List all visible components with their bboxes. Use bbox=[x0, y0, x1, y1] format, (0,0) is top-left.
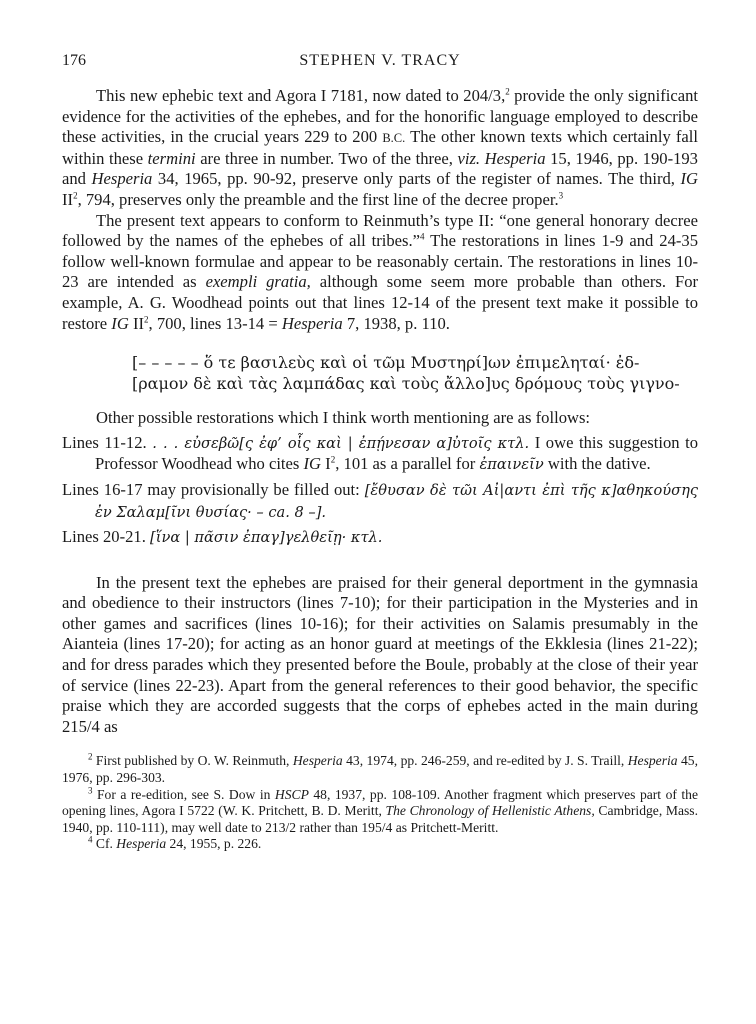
p2-text-c: although some seem more probable than others. For example, A. G. Woodhead points out that lines 12-14 of the present text make it possible to restore bbox=[62, 272, 699, 333]
greek-restoration: . . . εὐσεβῶ[ς ἐφ’ οἷς καὶ | ἐπῄνεσαν α]ὐτοῖς κτλ. bbox=[152, 434, 530, 452]
journal-title: Hesperia bbox=[484, 148, 546, 168]
p1-text-a: This new ephebic text and Agora I 7181, now dated to 204/3, bbox=[96, 86, 506, 105]
footnote-number: 3 bbox=[88, 785, 93, 796]
p2-text-b: The restorations in lines 1-9 and 24-35 follow well-known formulae and appear to be reasonably certain. The restorations in lines 10-23 are intended as bbox=[62, 231, 699, 292]
restoration-lines-11-12 bbox=[62, 433, 698, 476]
paragraph-3: Other possible restorations which I think worth mentioning are as follows: bbox=[96, 408, 591, 428]
lines-label: Lines 20-21. bbox=[62, 527, 146, 547]
greek-word: ἐπαινεῖν bbox=[479, 456, 544, 474]
footnote-text: First published by O. W. Reinmuth, bbox=[92, 753, 293, 769]
p1-text-g: II bbox=[62, 189, 74, 209]
p2-text-d: II bbox=[128, 313, 145, 333]
journal-title: Hesperia bbox=[292, 753, 343, 769]
bc-abbrev: B.C. bbox=[382, 131, 406, 146]
journal-title: Hesperia bbox=[281, 313, 343, 333]
footnote-ref-4: 4 bbox=[420, 231, 425, 242]
page-header bbox=[62, 52, 698, 76]
ig-italic: IG bbox=[303, 454, 322, 474]
footnote-ref-2: 2 bbox=[505, 86, 510, 97]
footnote-3 bbox=[62, 787, 698, 837]
article-body bbox=[62, 86, 698, 737]
p2-text-f: 7, 1938, p. 110. bbox=[342, 313, 450, 333]
footnote-2 bbox=[62, 753, 698, 786]
greek-inscription-excerpt bbox=[132, 352, 698, 394]
p1-text-b: provide the only significant evidence for the activities of the ephebes, and for the honorific language employed to describe these activities, in the crucial years 229 to 200 bbox=[62, 86, 698, 147]
termini-italic: termini bbox=[147, 148, 196, 168]
page bbox=[62, 52, 698, 853]
p1-text-e: 15, 1946, pp. 190-193 and bbox=[62, 148, 698, 189]
p1-text-d: are three in number. Two of the three, bbox=[195, 148, 458, 168]
superscript: 2 bbox=[73, 190, 78, 201]
footnote-text: For a re-edition, see S. Dow in bbox=[92, 786, 275, 802]
paragraph-2 bbox=[62, 211, 698, 335]
footnote-text: Cf. bbox=[92, 836, 117, 852]
footnote-number: 2 bbox=[88, 751, 93, 762]
greek-restoration: [ἵνα | πᾶσιν ἐπαγ]γελθεῖῃ· κτλ. bbox=[150, 529, 383, 547]
footnote-text: 45, 1976, pp. 296-303. bbox=[62, 753, 698, 786]
restoration-text: , 101 as a parallel for bbox=[335, 454, 480, 474]
paragraph-1 bbox=[62, 86, 698, 211]
footnote-text: 48, 1937, pp. 108-109. Another fragment which preserves part of the opening lines, Agora I 5722 (W. K. Pritchett, B. D. Meritt, bbox=[62, 786, 698, 819]
ig-italic: IG bbox=[680, 169, 698, 189]
journal-title: HSCP bbox=[274, 786, 309, 802]
greek-line-1: [– – – – – ὅ τε βασιλεὺς καὶ οἱ τῶμ Μυστηρί]ων ἐπιμεληταί· ἐδ- bbox=[132, 353, 640, 373]
footnotes bbox=[62, 753, 698, 853]
footnote-text: Cambridge, Mass. 1940, pp. 110-111), may well date to 213/2 rather than 195/4 as Pritchett-Meritt. bbox=[62, 803, 698, 835]
restoration-lines-20-21 bbox=[62, 527, 698, 549]
restoration-text: I owe this suggestion to Professor Woodhead who cites bbox=[95, 432, 699, 474]
p1-text-h: , 794, preserves only the preamble and the first line of the decree proper. bbox=[77, 189, 559, 209]
exempli-gratia-italic: exempli gratia, bbox=[205, 272, 311, 292]
restoration-text: with the dative. bbox=[543, 454, 651, 474]
restoration-lines-16-17 bbox=[62, 480, 698, 523]
footnote-text: 43, 1974, pp. 246-259, and re-edited by J. S. Traill, bbox=[342, 753, 628, 769]
p1-text-f: 34, 1965, pp. 90-92, preserve only parts of the register of names. The third, bbox=[152, 169, 681, 189]
superscript: 2 bbox=[330, 454, 336, 465]
p1-text-c: The other known texts which certainly fall within these bbox=[62, 127, 699, 168]
journal-title: Hesperia bbox=[91, 169, 153, 189]
page-number: 176 bbox=[62, 52, 86, 69]
journal-title: Hesperia bbox=[627, 753, 678, 769]
running-head: STEPHEN V. TRACY bbox=[299, 52, 461, 69]
greek-restoration: [ἔθυσαν δὲ τῶι Αἰ|αντι ἐπὶ τῆς κ]αθηκούσης ἐν Σαλαμ[ῖνι θυσίας· – ca. 8 –]. bbox=[95, 481, 699, 521]
superscript: 2 bbox=[144, 314, 149, 324]
viz-italic: viz. bbox=[457, 148, 481, 168]
p2-text-e: , 700, lines 13-14 = bbox=[148, 313, 282, 333]
book-title: The Chronology of Hellenistic Athens, bbox=[385, 803, 595, 819]
p2-text-a: The present text appears to conform to Reinmuth’s type II: “one general honorary decree followed by the names of the ephebes of all tribes.” bbox=[62, 210, 698, 251]
footnote-4 bbox=[62, 836, 698, 853]
paragraph-4: In the present text the ephebes are praised for their general deportment in the gymnasia and obedience to their instructors (lines 7-10); for their participation in the Mysteries and in other games and sacrifices (lines 10-16); for their activities on Salamis presumably in the Aianteia (lines 17-20); for acting as an honor guard at meetings of the Ekklesia (lines 21-22); and for dress parades which they presented before the Boule, probably at the close of their year of service (lines 22-23). Apart from the general references to their good behavior, the specific praise which they are accorded suggests that the corps of ephebes acted in the main during 215/4 as bbox=[62, 572, 698, 736]
journal-title: Hesperia bbox=[116, 836, 167, 852]
footnote-number: 4 bbox=[88, 834, 93, 845]
lines-label: Lines 11-12. bbox=[62, 432, 147, 452]
restoration-text: I bbox=[321, 454, 331, 474]
greek-line-2: [ραμον δὲ καὶ τὰς λαμπάδας καὶ τοὺς ἄλλο]υς δρόμους τοὺς γιγνο- bbox=[132, 374, 680, 394]
lines-label: Lines 16-17 may provisionally be filled out: bbox=[62, 479, 360, 499]
footnote-text: 24, 1955, p. 226. bbox=[166, 836, 262, 852]
ig-italic: IG bbox=[111, 313, 129, 333]
footnote-ref-3: 3 bbox=[558, 190, 564, 201]
